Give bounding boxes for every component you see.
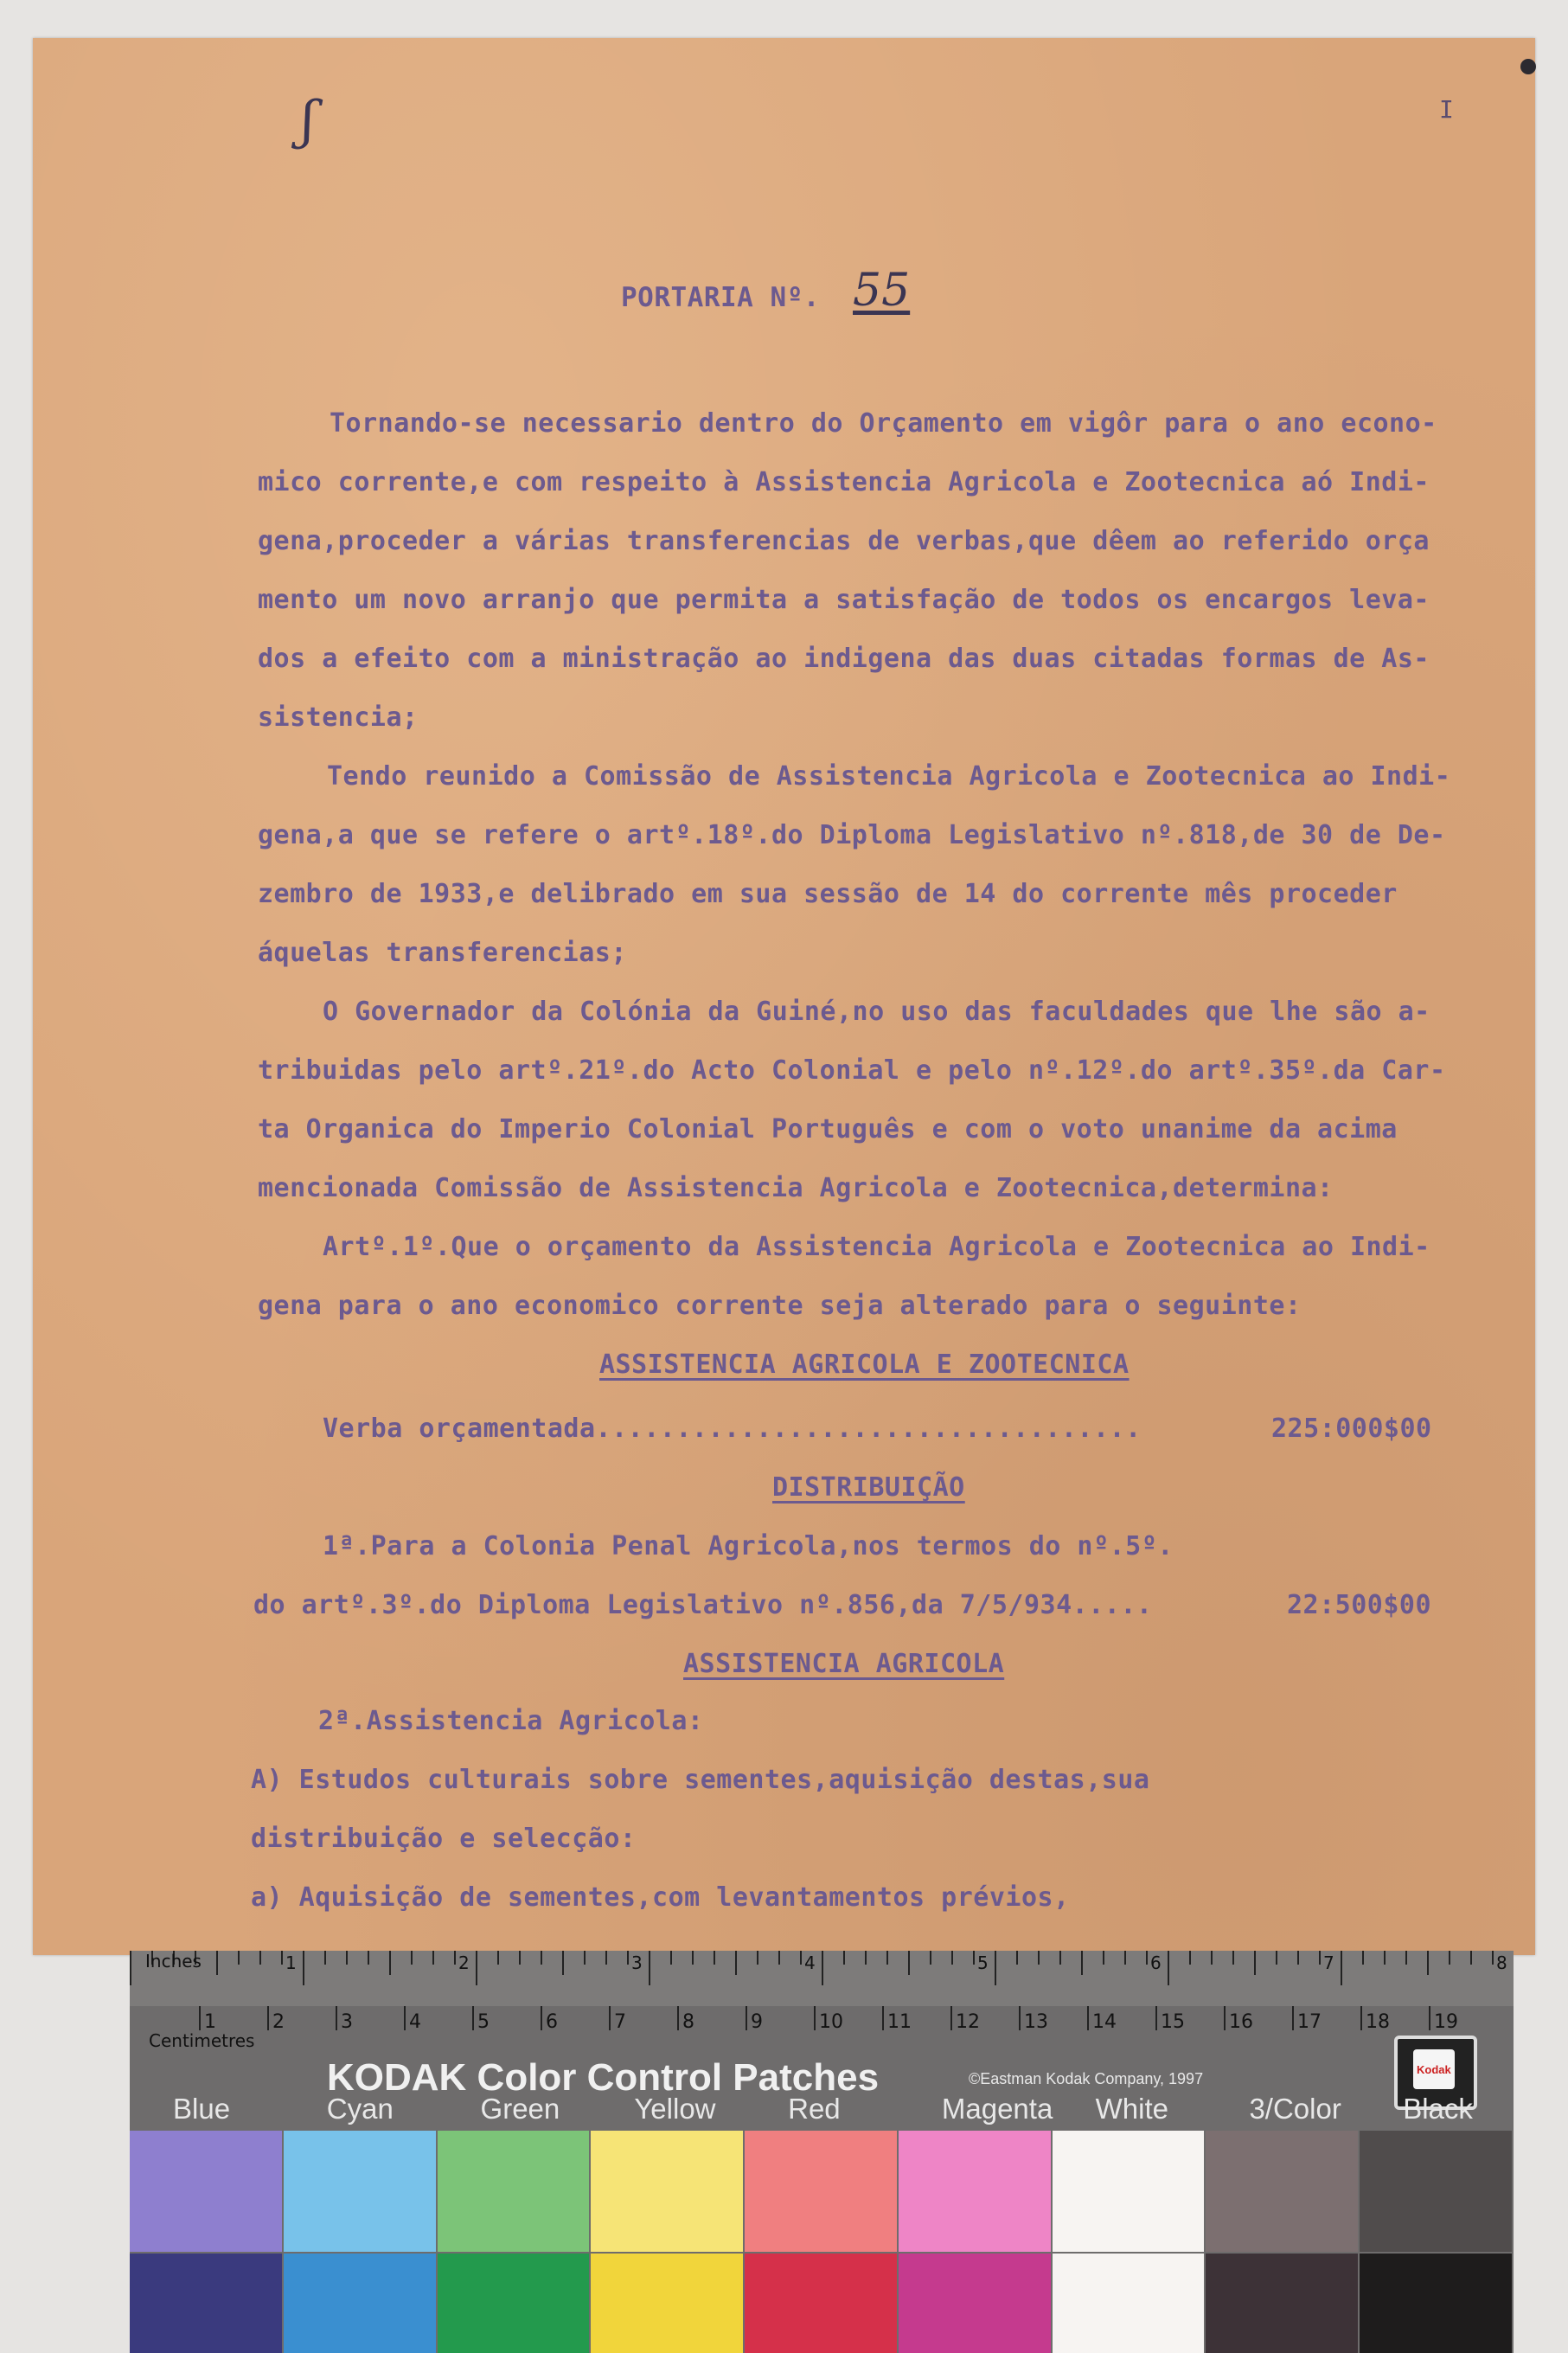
cm-number: 6 — [546, 2011, 558, 2033]
kodak-color-control-strip — [130, 1951, 1514, 2353]
ruler-tick — [843, 1951, 845, 1965]
inch-ruler — [130, 1951, 1514, 2006]
ruler-tick — [454, 1951, 456, 1965]
ruler-tick — [238, 1951, 240, 1965]
document-page — [33, 38, 1535, 1955]
ruler-tick — [1146, 1951, 1148, 1965]
body-line: áquelas transferencias; — [258, 938, 627, 968]
body-line: do artº.3º.do Diploma Legislativo nº.856,da 7/5/934..... — [253, 1590, 1153, 1620]
color-patch-bottom — [1053, 2254, 1205, 2353]
ruler-tick — [1016, 1951, 1018, 1965]
body-line: gena para o ano economico corrente seja alterado para o seguinte: — [258, 1291, 1302, 1321]
cm-tick — [1292, 2006, 1294, 2030]
ruler-tick — [346, 1951, 348, 1965]
cm-tick — [1429, 2006, 1430, 2030]
ruler-tick — [973, 1951, 975, 1965]
cm-number: 4 — [409, 2011, 421, 2033]
inch-number: 8 — [1496, 1952, 1507, 1973]
ruler-tick — [389, 1951, 391, 1975]
kodak-logo-icon: Kodak — [1394, 2036, 1477, 2110]
centimetres-label: Centimetres — [149, 2030, 255, 2051]
patch-label: Yellow — [634, 2093, 716, 2125]
body-line: distribuição e selecção: — [251, 1824, 637, 1854]
cm-number: 8 — [682, 2011, 694, 2033]
ruler-tick — [1254, 1951, 1256, 1975]
color-patch-bottom — [1206, 2254, 1358, 2353]
ruler-tick — [1168, 1951, 1169, 1985]
cm-number: 2 — [272, 2011, 285, 2033]
ruler-tick — [1124, 1951, 1126, 1965]
ruler-tick — [1384, 1951, 1386, 1965]
inches-label: Inches — [145, 1951, 202, 1972]
color-patch-top — [1360, 2131, 1512, 2252]
inch-number: 3 — [631, 1952, 643, 1973]
cm-number: 9 — [751, 2011, 763, 2033]
ruler-tick — [562, 1951, 564, 1975]
inch-number: 4 — [804, 1952, 816, 1973]
cm-number: 7 — [614, 2011, 626, 2033]
ruler-tick — [1232, 1951, 1234, 1965]
cm-number: 10 — [819, 2011, 843, 2033]
cm-tick — [677, 2006, 679, 2030]
ruler-tick — [822, 1951, 823, 1985]
color-patch-bottom — [745, 2254, 897, 2353]
cm-tick — [199, 2006, 201, 2030]
ruler-tick — [1405, 1951, 1407, 1965]
ruler-tick — [1427, 1951, 1429, 1975]
cm-number: 16 — [1229, 2011, 1253, 2033]
ruler-tick — [411, 1951, 413, 1965]
ruler-tick — [497, 1951, 499, 1965]
cm-tick — [472, 2006, 474, 2030]
color-patch-top — [591, 2131, 743, 2252]
color-patch-top — [899, 2131, 1051, 2252]
color-patch-bottom — [130, 2254, 282, 2353]
kodak-title: KODAK Color Control Patches — [327, 2056, 880, 2099]
ruler-tick — [1189, 1951, 1191, 1965]
patch-label: Black — [1403, 2093, 1473, 2125]
body-line: zembro de 1933,e delibrado em sua sessão de 14 do corrente mês proceder — [258, 879, 1398, 909]
ruler-tick — [1362, 1951, 1364, 1965]
cm-tick — [1360, 2006, 1362, 2030]
ruler-tick — [735, 1951, 737, 1975]
cm-tick — [267, 2006, 269, 2030]
ruler-tick — [584, 1951, 586, 1965]
cm-number: 14 — [1092, 2011, 1117, 2033]
patch-label: Cyan — [326, 2093, 394, 2125]
color-patch-bottom — [284, 2254, 436, 2353]
cm-tick — [1155, 2006, 1157, 2030]
cm-number: 17 — [1297, 2011, 1322, 2033]
color-patch-bottom — [899, 2254, 1051, 2353]
inch-number: 5 — [977, 1952, 989, 1973]
inch-number: 7 — [1323, 1952, 1334, 1973]
ruler-tick — [886, 1951, 888, 1965]
body-line: gena,a que se refere o artº.18º.do Diploma Legislativo nº.818,de 30 de De- — [258, 820, 1446, 850]
item-value: 22:500$00 — [1287, 1590, 1432, 1620]
body-line: sistencia; — [258, 702, 419, 733]
ruler-tick — [1103, 1951, 1104, 1965]
color-patch-top — [130, 2131, 282, 2252]
cm-tick — [609, 2006, 611, 2030]
verba-label: Verba orçamentada.................................. — [323, 1414, 1142, 1444]
ruler-tick — [1211, 1951, 1213, 1965]
cm-number: 12 — [956, 2011, 980, 2033]
ruler-tick — [303, 1951, 304, 1985]
cm-tick — [1224, 2006, 1226, 2030]
ruler-tick — [692, 1951, 694, 1965]
cm-number: 15 — [1161, 2011, 1185, 2033]
section-heading: ASSISTENCIA AGRICOLA E ZOOTECNICA — [599, 1350, 1130, 1380]
ruler-tick — [757, 1951, 758, 1965]
ruler-tick — [714, 1951, 715, 1965]
ruler-tick — [1449, 1951, 1450, 1965]
centimetre-ruler — [130, 2006, 1514, 2049]
color-patch-top — [1053, 2131, 1205, 2252]
ruler-tick — [605, 1951, 607, 1965]
ruler-tick — [216, 1951, 218, 1975]
ruler-tick — [800, 1951, 802, 1965]
body-line: mencionada Comissão de Assistencia Agricola e Zootecnica,determina: — [258, 1173, 1334, 1203]
body-line: mento um novo arranjo que permita a satisfação de todos os encargos leva- — [258, 585, 1430, 615]
ruler-tick — [908, 1951, 910, 1975]
body-line: Tendo reunido a Comissão de Assistencia Agricola e Zootecnica ao Indi- — [327, 761, 1451, 792]
color-patch-bottom — [438, 2254, 590, 2353]
verba-value: 225:000$00 — [1271, 1414, 1432, 1444]
color-patch-top — [745, 2131, 897, 2252]
ruler-tick — [1297, 1951, 1299, 1965]
ruler-tick — [670, 1951, 672, 1965]
ruler-tick — [519, 1951, 521, 1965]
cm-number: 18 — [1366, 2011, 1390, 2033]
body-line: A) Estudos culturais sobre sementes,aquisição destas,sua — [251, 1765, 1150, 1795]
body-line: tribuidas pelo artº.21º.do Acto Colonial e pelo nº.12º.do artº.35º.da Car- — [258, 1055, 1446, 1086]
color-patch-bottom — [1360, 2254, 1512, 2353]
ruler-tick — [1341, 1951, 1342, 1985]
ruler-tick — [649, 1951, 650, 1985]
ruler-tick — [1319, 1951, 1321, 1965]
section-heading: ASSISTENCIA AGRICOLA — [683, 1649, 1005, 1679]
ruler-tick — [627, 1951, 629, 1965]
copyright-text: ©Eastman Kodak Company, 1997 — [969, 2070, 1204, 2087]
body-line: 1ª.Para a Colonia Penal Agricola,nos termos do nº.5º. — [323, 1531, 1174, 1561]
cm-tick — [746, 2006, 747, 2030]
body-line: 2ª.Assistencia Agricola: — [318, 1706, 704, 1736]
ink-speck — [1520, 59, 1536, 74]
inch-number: 6 — [1150, 1952, 1162, 1973]
body-line: ta Organica do Imperio Colonial Português e com o voto unanime da acima — [258, 1114, 1398, 1144]
body-line: mico corrente,e com respeito à Assistencia Agricola e Zootecnica aó Indi- — [258, 467, 1430, 497]
body-line: dos a efeito com a ministração ao indigena das duas citadas formas de As- — [258, 644, 1430, 674]
ruler-tick — [995, 1951, 996, 1985]
handwritten-number: 55 — [853, 265, 911, 317]
margin-mark-icon: ʃ — [301, 90, 316, 151]
document-title: PORTARIA Nº. — [621, 282, 820, 313]
body-line: O Governador da Colónia da Guiné,no uso das faculdades que lhe são a- — [323, 997, 1430, 1027]
ruler-tick — [324, 1951, 326, 1965]
cm-tick — [1087, 2006, 1089, 2030]
inch-number: 2 — [458, 1952, 470, 1973]
color-patch-bottom — [591, 2254, 743, 2353]
body-line: gena,proceder a várias transferencias de verbas,que dêem ao referido orça — [258, 526, 1430, 556]
ruler-tick — [368, 1951, 369, 1965]
ruler-tick — [1059, 1951, 1061, 1965]
cm-tick — [1019, 2006, 1021, 2030]
ruler-tick — [476, 1951, 477, 1985]
ruler-tick — [1492, 1951, 1494, 1965]
body-line: Artº.1º.Que o orçamento da Assistencia Agricola e Zootecnica ao Indi- — [323, 1232, 1430, 1262]
section-heading: DISTRIBUIÇÃO — [772, 1472, 965, 1503]
ruler-tick — [432, 1951, 434, 1965]
cm-tick — [541, 2006, 542, 2030]
patch-label: Blue — [173, 2093, 231, 2125]
ruler-tick — [930, 1951, 931, 1965]
ruler-tick — [1038, 1951, 1040, 1965]
cm-number: 5 — [477, 2011, 490, 2033]
ruler-tick — [865, 1951, 867, 1965]
cm-number: 11 — [887, 2011, 912, 2033]
ruler-tick — [541, 1951, 542, 1965]
page-number: I — [1439, 95, 1454, 124]
ruler-tick — [951, 1951, 953, 1965]
color-patch-top — [284, 2131, 436, 2252]
ruler-tick — [259, 1951, 261, 1965]
patch-label: Red — [788, 2093, 841, 2125]
color-patch-top — [438, 2131, 590, 2252]
cm-tick — [404, 2006, 406, 2030]
cm-tick — [814, 2006, 816, 2030]
patch-label: White — [1095, 2093, 1169, 2125]
body-line: a) Aquisição de sementes,com levantamentos prévios, — [251, 1882, 1070, 1913]
patch-label: Green — [480, 2093, 560, 2125]
ruler-tick — [1276, 1951, 1277, 1965]
ruler-tick — [1081, 1951, 1083, 1975]
ruler-tick — [281, 1951, 283, 1965]
body-line: Tornando-se necessario dentro do Orçamento em vigôr para o ano econo- — [330, 408, 1437, 439]
cm-tick — [882, 2006, 884, 2030]
inch-number: 1 — [285, 1952, 297, 1973]
ruler-tick — [778, 1951, 780, 1965]
color-patch-top — [1206, 2131, 1358, 2252]
cm-number: 19 — [1434, 2011, 1458, 2033]
cm-tick — [336, 2006, 337, 2030]
ruler-tick — [1470, 1951, 1472, 1965]
patch-label: 3/Color — [1249, 2093, 1341, 2125]
cm-tick — [950, 2006, 952, 2030]
patch-label: Magenta — [941, 2093, 1053, 2125]
ruler-tick — [130, 1951, 131, 1985]
cm-number: 3 — [341, 2011, 353, 2033]
cm-number: 13 — [1024, 2011, 1048, 2033]
cm-number: 1 — [204, 2011, 216, 2033]
